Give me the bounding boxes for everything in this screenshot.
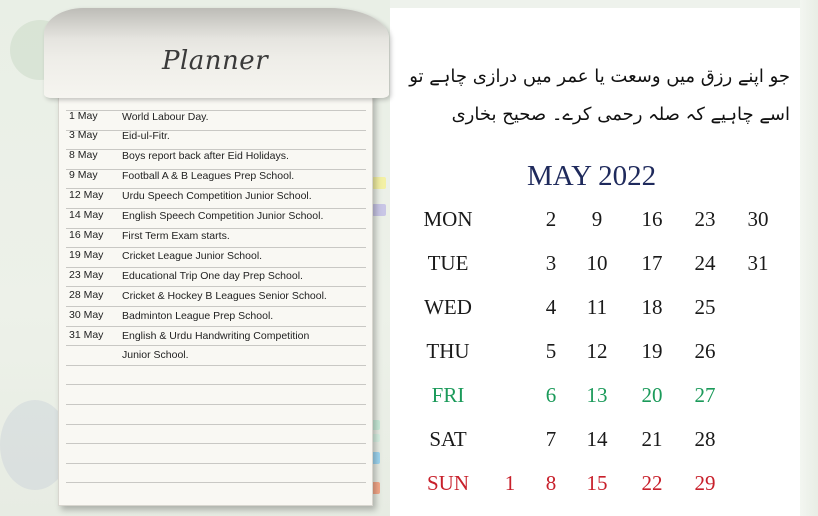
calendar-date-cell: 26: [694, 339, 716, 363]
calendar-date-cell: 2: [545, 207, 557, 231]
calendar-date-cell: 31: [747, 251, 769, 275]
notepad-rule-line: [66, 424, 366, 425]
planner-title: Planner: [162, 46, 269, 76]
urdu-quote-line-2: اسے چاہیے کہ صلہ رحمی کرے۔ صحیح بخاری: [451, 104, 790, 125]
calendar-date-cell: 27: [694, 383, 716, 407]
event-description: Junior School.: [122, 349, 189, 361]
event-description: English Speech Competition Junior School.: [122, 210, 324, 222]
calendar-date-cell: 22: [641, 471, 663, 495]
event-description: Urdu Speech Competition Junior School.: [122, 190, 312, 202]
notepad-rule-line: [66, 384, 366, 385]
event-date: 16 May: [69, 229, 104, 241]
event-description: Cricket & Hockey B Leagues Senior School.: [122, 290, 327, 302]
calendar-date-cell: 21: [641, 427, 663, 451]
notepad-rule-line: [66, 326, 366, 327]
notepad-rule-line: [66, 345, 366, 346]
notepad-rule-line: [66, 130, 366, 131]
calendar-date-cell: 5: [545, 339, 557, 363]
notepad-rule-line: [66, 208, 366, 209]
event-date: 3 May: [69, 129, 98, 141]
event-date: 23 May: [69, 269, 104, 281]
calendar-date-cell: 9: [591, 207, 603, 231]
event-date: 31 May: [69, 329, 104, 341]
notepad-rule-line: [66, 306, 366, 307]
notepad-rule-line: [66, 110, 366, 111]
calendar-month-title: MAY 2022: [527, 160, 657, 192]
event-date: 8 May: [69, 149, 98, 161]
notepad-curl-shadow: [44, 8, 389, 38]
calendar-date-cell: 30: [747, 207, 769, 231]
event-date: 19 May: [69, 249, 104, 261]
event-date: 1 May: [69, 110, 98, 122]
calendar-date-cell: 23: [694, 207, 716, 231]
calendar-date-cell: 16: [641, 207, 663, 231]
event-description: First Term Exam starts.: [122, 230, 230, 242]
calendar-date-cell: 15: [586, 471, 608, 495]
calendar-date-cell: 8: [545, 471, 557, 495]
event-date: 30 May: [69, 309, 104, 321]
event-description: Cricket League Junior School.: [122, 250, 263, 262]
calendar-date-cell: 7: [545, 427, 557, 451]
calendar-date-cell: 13: [586, 383, 608, 407]
event-description: Badminton League Prep School.: [122, 310, 274, 322]
calendar-date-cell: 28: [694, 427, 716, 451]
calendar-date-cell: 11: [586, 295, 608, 319]
calendar-date-cell: 10: [586, 251, 608, 275]
notepad-rule-line: [66, 404, 366, 405]
calendar-date-cell: 29: [694, 471, 716, 495]
calendar-date-cell: 3: [545, 251, 557, 275]
event-date: 12 May: [69, 189, 104, 201]
event-description: World Labour Day.: [122, 111, 209, 123]
tab-lavender: [372, 204, 386, 216]
calendar-date-cell: 19: [641, 339, 663, 363]
notepad-rule-line: [66, 365, 366, 366]
weekday-label-sun: SUN: [426, 471, 469, 495]
weekday-label-fri: FRI: [431, 383, 465, 407]
notepad-rule-line: [66, 267, 366, 268]
weekday-label-wed: WED: [424, 295, 472, 319]
event-description: English & Urdu Handwriting Competition: [122, 330, 310, 342]
urdu-quote-line-1: جو اپنے رزق میں وسعت یا عمر میں درازی چاہے تو: [409, 66, 790, 87]
calendar-date-cell: 24: [694, 251, 716, 275]
notepad-rule-line: [66, 286, 366, 287]
calendar-date-cell: 17: [641, 251, 663, 275]
tab-yellow: [372, 177, 386, 189]
calendar-date-cell: 1: [504, 471, 516, 495]
event-date: 14 May: [69, 209, 104, 221]
calendar-date-cell: 4: [545, 295, 557, 319]
event-description: Football A & B Leagues Prep School.: [122, 170, 295, 182]
event-description: Educational Trip One day Prep School.: [122, 270, 303, 282]
notepad-rule-line: [66, 482, 366, 483]
event-date: 28 May: [69, 289, 104, 301]
event-description: Boys report back after Eid Holidays.: [122, 150, 289, 162]
event-date: 9 May: [69, 169, 98, 181]
notepad-rule-line: [66, 247, 366, 248]
weekday-label-tue: TUE: [427, 251, 469, 275]
weekday-label-sat: SAT: [429, 427, 467, 451]
background-strip: [390, 0, 818, 8]
weekday-label-thu: THU: [426, 339, 470, 363]
calendar-date-cell: 18: [641, 295, 663, 319]
calendar-date-cell: 25: [694, 295, 716, 319]
notepad-rule-line: [66, 443, 366, 444]
notepad-rule-line: [66, 463, 366, 464]
notepad-rule-line: [66, 228, 366, 229]
calendar-date-cell: 14: [586, 427, 608, 451]
calendar-date-cell: 20: [641, 383, 663, 407]
event-description: Eid-ul-Fitr.: [122, 130, 170, 142]
weekday-label-mon: MON: [423, 207, 473, 231]
background-edge: [800, 0, 818, 516]
calendar-date-cell: 12: [586, 339, 608, 363]
calendar-date-cell: 6: [545, 383, 557, 407]
